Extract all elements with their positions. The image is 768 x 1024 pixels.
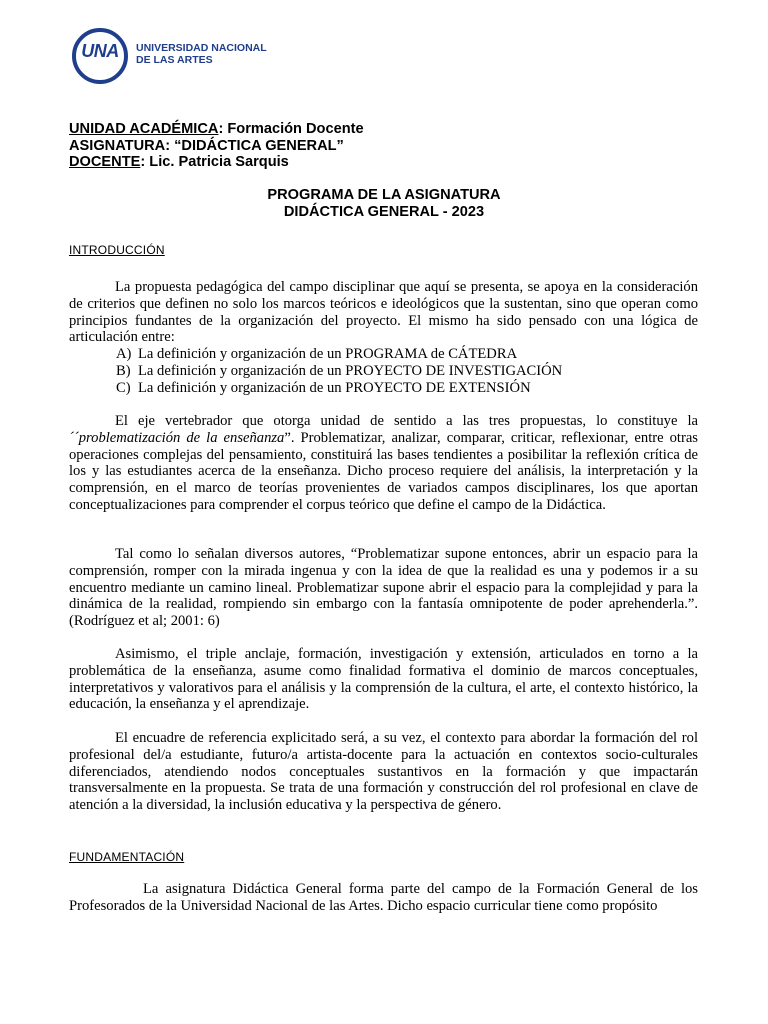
section-heading-fundamentacion: FUNDAMENTACIÓN [69, 850, 185, 864]
docente: DOCENTE: Lic. Patricia Sarquis [69, 154, 289, 170]
intro-paragraph-4: Asimismo, el triple anclaje, formación, investigación y extensión, articulados en torno a la problemática de la enseñanza, asume como finalidad formativa el dominio de marcos conceptuales, interpretativos y valorativos para el análisis y la comprensión de la cultura, el arte, el contexto histórico, la educación, la enseñanza y el aprendizaje. [69, 646, 698, 713]
intro-paragraph-5: El encuadre de referencia explicitado será, a su vez, el contexto para abordar la formación del rol profesional del/a estudiante, futuro/a artista-docente para la actuación en contextos socio-culturales diferenciados, atendiendo nodos conceptuales sustantivos en la formación y que impactarán transversalmente en la propuesta. Se trata de una formación y construcción del rol profesional en clave de atención a la diversidad, la inclusión educativa y la perspectiva de género. [69, 730, 698, 814]
unidad-academica: UNIDAD ACADÉMICA: Formación Docente [69, 121, 364, 137]
fundamentacion-paragraph-1: La asignatura Didáctica General forma parte del campo de la Formación General de los Profesorados de la Universidad Nacional de las Artes. Dicho espacio curricular tiene como propósito [69, 881, 698, 914]
university-logo [72, 26, 272, 86]
logo-mark: UNA [81, 41, 119, 61]
asignatura: ASIGNATURA: “DIDÁCTICA GENERAL” [69, 137, 344, 154]
intro-paragraph-2: El eje vertebrador que otorga unidad de sentido a las tres propuestas, lo constituye la ´´problematización de la enseñanza”. Problematizar, analizar, comparar, criticar, reflexionar, entre otras operaciones complejas del pensamiento, constituirá las bases tendientes a posibilitar la reflexión crítica de los y las estudiantes acerca de la enseñanza. Dicho proceso requiere del análisis, la interpretación y la comprensión, en el marco de teorías provenientes de variados campos disciplinares, los que aportan conceptualizaciones para comprender el corpus teórico que define el campo de la Didáctica. [69, 413, 698, 513]
document-title: PROGRAMA DE LA ASIGNATURA DIDÁCTICA GENERAL - 2023 [267, 187, 501, 220]
section-heading-introduccion: INTRODUCCIÓN [69, 243, 165, 257]
intro-paragraph-3: Tal como lo señalan diversos autores, “Problematizar supone entonces, abrir un espacio para la comprensión, romper con la mirada ingenua y con la idea de que la realidad es una y podemos ir a su encuentro mediante un camino lineal. Problematizar supone abrir el espacio para la complejidad y para la dinámica de la realidad, rompiendo sin embargo con la fantasía omnipotente de poder aprehenderla.”. (Rodríguez et al; 2001: 6) [69, 546, 698, 630]
list-item: C) La definición y organización de un PROYECTO DE EXTENSIÓN [116, 379, 531, 396]
logo-wordmark: UNIVERSIDAD NACIONAL DE LAS ARTES [136, 42, 267, 66]
articulation-list [116, 346, 562, 396]
intro-paragraph-1: La propuesta pedagógica del campo disciplinar que aquí se presenta, se apoya en la consideración de criterios que definen no solo los marcos teóricos e ideológicos que la sustentan, sino que operan como principios fundantes de la organización del proyecto. El mismo ha sido pensado con una lógica de articulación entre: [69, 279, 698, 346]
list-item: A) La definición y organización de un PROGRAMA de CÁTEDRA [116, 346, 518, 362]
list-item: B) La definición y organización de un PROYECTO DE INVESTIGACIÓN [116, 362, 563, 379]
course-header [69, 121, 364, 171]
